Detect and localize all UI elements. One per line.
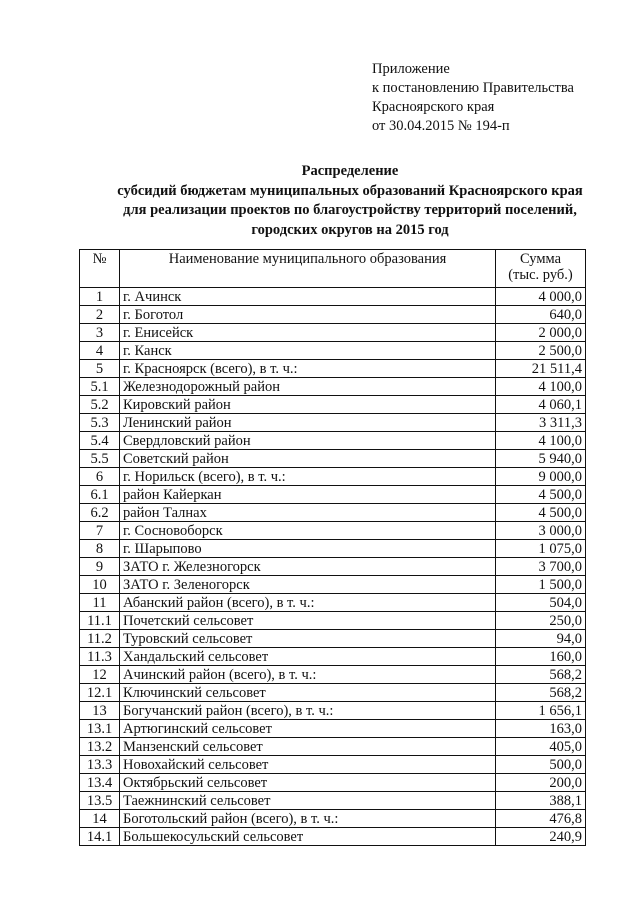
row-name: Абанский район (всего), в т. ч.: xyxy=(120,594,496,612)
row-name: г. Шарыпово xyxy=(120,540,496,558)
title-line: городских округов на 2015 год xyxy=(251,221,449,238)
row-name: Октябрьский сельсовет xyxy=(120,774,496,792)
row-name: г. Красноярск (всего), в т. ч.: xyxy=(120,360,496,378)
row-sum: 1 075,0 xyxy=(496,540,586,558)
header-sum xyxy=(496,250,586,288)
row-name: Богучанский район (всего), в т. ч.: xyxy=(120,702,496,720)
row-number: 12.1 xyxy=(80,684,120,702)
row-number: 10 xyxy=(80,576,120,594)
table-row xyxy=(80,450,586,468)
row-sum: 4 100,0 xyxy=(496,378,586,396)
row-number: 8 xyxy=(80,540,120,558)
row-name: Советский район xyxy=(120,450,496,468)
row-number: 9 xyxy=(80,558,120,576)
table-row xyxy=(80,594,586,612)
row-sum: 640,0 xyxy=(496,306,586,324)
table-row xyxy=(80,486,586,504)
row-number: 4 xyxy=(80,342,120,360)
appendix-block xyxy=(372,60,574,136)
table-row xyxy=(80,684,586,702)
row-sum: 240,9 xyxy=(496,828,586,846)
row-name: Таежнинский сельсовет xyxy=(120,792,496,810)
row-number: 5 xyxy=(80,360,120,378)
row-sum: 568,2 xyxy=(496,666,586,684)
row-name: г. Канск xyxy=(120,342,496,360)
appendix-line: Красноярского края xyxy=(372,99,495,115)
row-name: г. Боготол xyxy=(120,306,496,324)
row-number: 13.1 xyxy=(80,720,120,738)
row-number: 7 xyxy=(80,522,120,540)
row-number: 2 xyxy=(80,306,120,324)
subsidy-table xyxy=(79,249,586,846)
title-line: для реализации проектов по благоустройству территорий поселений, xyxy=(123,202,577,218)
row-sum: 5 940,0 xyxy=(496,450,586,468)
row-name: Ленинский район xyxy=(120,414,496,432)
row-sum: 160,0 xyxy=(496,648,586,666)
row-name: ЗАТО г. Зеленогорск xyxy=(120,576,496,594)
row-name: Почетский сельсовет xyxy=(120,612,496,630)
title-line: субсидий бюджетам муниципальных образований Красноярского края xyxy=(117,182,583,199)
appendix-line: к постановлению Правительства xyxy=(372,80,574,96)
table-row xyxy=(80,720,586,738)
row-name: ЗАТО г. Железногорск xyxy=(120,558,496,576)
header-sum-unit: (тыс. руб.) xyxy=(508,267,573,283)
table-row xyxy=(80,828,586,846)
row-name: Манзенский сельсовет xyxy=(120,738,496,756)
appendix-line: Приложение xyxy=(372,61,450,77)
row-number: 11.2 xyxy=(80,630,120,648)
row-name: г. Ачинск xyxy=(120,288,496,306)
table-row xyxy=(80,468,586,486)
row-number: 13.5 xyxy=(80,792,120,810)
row-sum: 4 100,0 xyxy=(496,432,586,450)
row-name: Туровский сельсовет xyxy=(120,630,496,648)
row-sum: 4 500,0 xyxy=(496,504,586,522)
table-row xyxy=(80,432,586,450)
row-sum: 3 311,3 xyxy=(496,414,586,432)
table-row xyxy=(80,342,586,360)
table-row xyxy=(80,360,586,378)
row-sum: 2 500,0 xyxy=(496,342,586,360)
table-row xyxy=(80,378,586,396)
table-row xyxy=(80,288,586,306)
row-name: Железнодорожный район xyxy=(120,378,496,396)
table-header-row xyxy=(80,250,586,288)
row-sum: 504,0 xyxy=(496,594,586,612)
row-name: Новохайский сельсовет xyxy=(120,756,496,774)
row-number: 5.3 xyxy=(80,414,120,432)
row-number: 5.4 xyxy=(80,432,120,450)
row-name: район Кайеркан xyxy=(120,486,496,504)
row-name: Боготольский район (всего), в т. ч.: xyxy=(120,810,496,828)
row-number: 14 xyxy=(80,810,120,828)
row-name: г. Енисейск xyxy=(120,324,496,342)
row-number: 6 xyxy=(80,468,120,486)
table-row xyxy=(80,648,586,666)
table-row xyxy=(80,396,586,414)
row-sum: 200,0 xyxy=(496,774,586,792)
row-number: 13.4 xyxy=(80,774,120,792)
table-row xyxy=(80,306,586,324)
row-sum: 3 700,0 xyxy=(496,558,586,576)
row-number: 3 xyxy=(80,324,120,342)
row-sum: 3 000,0 xyxy=(496,522,586,540)
header-number: № xyxy=(80,250,120,288)
row-sum: 21 511,4 xyxy=(496,360,586,378)
row-sum: 4 060,1 xyxy=(496,396,586,414)
appendix-line: от 30.04.2015 № 194-п xyxy=(372,118,510,134)
row-number: 12 xyxy=(80,666,120,684)
row-number: 11.1 xyxy=(80,612,120,630)
row-sum: 9 000,0 xyxy=(496,468,586,486)
table-row xyxy=(80,612,586,630)
table-row xyxy=(80,756,586,774)
row-sum: 4 500,0 xyxy=(496,486,586,504)
table-row xyxy=(80,738,586,756)
row-number: 11 xyxy=(80,594,120,612)
row-sum: 94,0 xyxy=(496,630,586,648)
row-sum: 476,8 xyxy=(496,810,586,828)
row-name: Большекосульский сельсовет xyxy=(120,828,496,846)
row-number: 5.1 xyxy=(80,378,120,396)
table-body xyxy=(80,288,586,846)
row-sum: 568,2 xyxy=(496,684,586,702)
row-sum: 388,1 xyxy=(496,792,586,810)
row-sum: 500,0 xyxy=(496,756,586,774)
row-number: 5.5 xyxy=(80,450,120,468)
table-row xyxy=(80,576,586,594)
row-name: Кировский район xyxy=(120,396,496,414)
row-name: Хандальский сельсовет xyxy=(120,648,496,666)
table-row xyxy=(80,324,586,342)
row-number: 13 xyxy=(80,702,120,720)
row-number: 1 xyxy=(80,288,120,306)
row-name: Ачинский район (всего), в т. ч.: xyxy=(120,666,496,684)
row-name: г. Сосновоборск xyxy=(120,522,496,540)
row-sum: 405,0 xyxy=(496,738,586,756)
row-name: Свердловский район xyxy=(120,432,496,450)
row-sum: 2 000,0 xyxy=(496,324,586,342)
row-number: 6.2 xyxy=(80,504,120,522)
table-row xyxy=(80,558,586,576)
header-name: Наименование муниципального образования xyxy=(120,250,496,288)
row-name: район Талнах xyxy=(120,504,496,522)
row-number: 6.1 xyxy=(80,486,120,504)
row-number: 14.1 xyxy=(80,828,120,846)
header-sum-line: Сумма xyxy=(519,251,562,267)
row-sum: 250,0 xyxy=(496,612,586,630)
row-sum: 1 500,0 xyxy=(496,576,586,594)
table-row xyxy=(80,630,586,648)
row-sum: 1 656,1 xyxy=(496,702,586,720)
table-row xyxy=(80,702,586,720)
table-row xyxy=(80,522,586,540)
table-row xyxy=(80,810,586,828)
row-number: 13.3 xyxy=(80,756,120,774)
row-number: 5.2 xyxy=(80,396,120,414)
table-row xyxy=(80,774,586,792)
row-number: 13.2 xyxy=(80,738,120,756)
row-name: г. Норильск (всего), в т. ч.: xyxy=(120,468,496,486)
row-sum: 4 000,0 xyxy=(496,288,586,306)
table-row xyxy=(80,414,586,432)
row-name: Ключинский сельсовет xyxy=(120,684,496,702)
table-row xyxy=(80,666,586,684)
title-line: Распределение xyxy=(301,163,399,179)
row-number: 11.3 xyxy=(80,648,120,666)
row-name: Артюгинский сельсовет xyxy=(120,720,496,738)
table-row xyxy=(80,792,586,810)
row-sum: 163,0 xyxy=(496,720,586,738)
table-row xyxy=(80,504,586,522)
table-row xyxy=(80,540,586,558)
document-title xyxy=(60,162,640,240)
